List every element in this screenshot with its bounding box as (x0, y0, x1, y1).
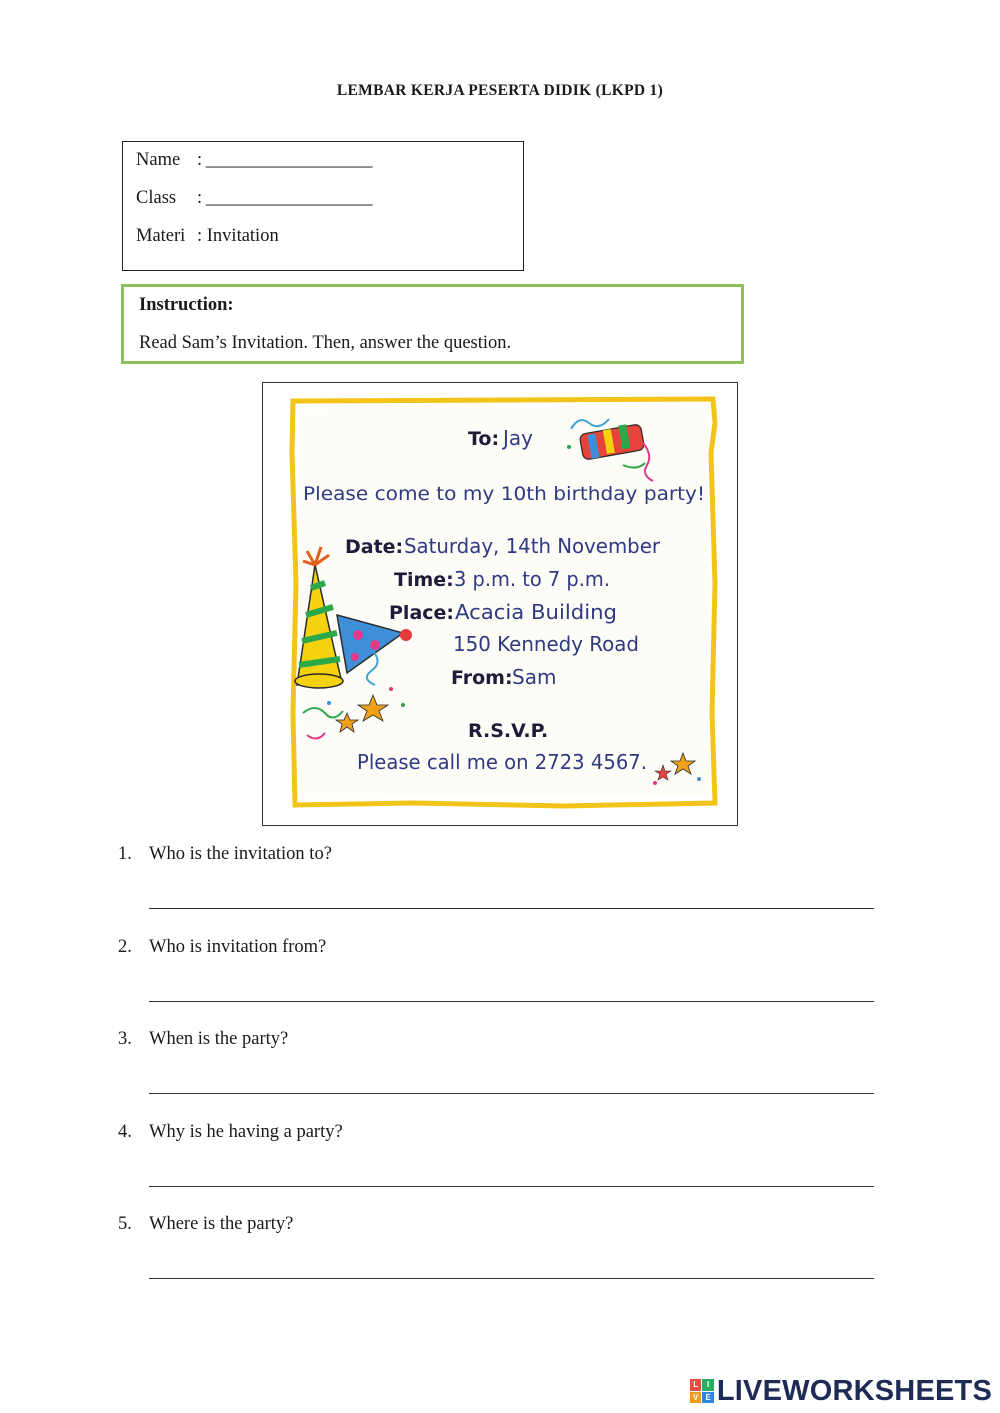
invitation-headline: Please come to my 10th birthday party! (303, 483, 705, 505)
class-row (136, 188, 523, 226)
class-field[interactable]: : ___________________ (197, 188, 373, 208)
question-item (118, 844, 878, 937)
question-item (118, 937, 878, 1030)
date-label: Date: (345, 536, 404, 558)
invitation-card (262, 382, 738, 826)
question-item (118, 1029, 878, 1122)
instruction-heading: Instruction: (139, 295, 234, 315)
question-text: Why is he having a party? (149, 1121, 343, 1142)
instruction-text: Read Sam’s Invitation. Then, answer the question. (139, 333, 512, 353)
question-text: Who is the invitation to? (149, 844, 332, 864)
answer-line[interactable] (149, 1278, 874, 1279)
liveworksheets-logo-icon: L I V E (690, 1379, 714, 1403)
question-text: Where is the party? (149, 1214, 294, 1234)
liveworksheets-brand[interactable] (690, 1375, 992, 1407)
invitation-illustration (263, 383, 737, 825)
student-info-box (122, 141, 524, 271)
place-label: Place: (389, 602, 455, 624)
place-line-1: Acacia Building (455, 600, 617, 624)
question-number: 5. (118, 1214, 132, 1234)
class-label: Class (136, 188, 177, 208)
time-value: 3 p.m. to 7 p.m. (454, 567, 610, 591)
question-number: 1. (118, 844, 132, 864)
brand-text: LIVEWORKSHEETS (716, 1374, 992, 1407)
answer-line[interactable] (149, 1001, 874, 1002)
question-text: Who is invitation from? (149, 936, 327, 957)
answer-line[interactable] (149, 1186, 874, 1187)
question-item (118, 1214, 878, 1307)
to-label: To: (468, 428, 500, 450)
time-label: Time: (394, 569, 454, 591)
answer-line[interactable] (149, 1093, 874, 1094)
to-value: Jay (503, 426, 533, 450)
question-item (118, 1122, 878, 1215)
materi-value: : Invitation (197, 226, 279, 246)
name-field[interactable]: : ___________________ (197, 150, 373, 170)
from-value: Sam (512, 665, 557, 689)
answer-line[interactable] (149, 908, 874, 909)
date-value: Saturday, 14th November (404, 534, 661, 558)
question-number: 3. (118, 1029, 132, 1049)
question-list (118, 844, 878, 1307)
place-line-2: 150 Kennedy Road (453, 632, 639, 656)
rsvp-text: Please call me on 2723 4567. (357, 750, 647, 774)
name-label: Name (136, 150, 181, 170)
materi-row (136, 226, 523, 264)
rsvp-label: R.S.V.P. (468, 720, 549, 742)
page-title: LEMBAR KERJA PESERTA DIDIK (LKPD 1) (336, 82, 664, 99)
question-number: 2. (118, 936, 132, 957)
materi-label: Materi (136, 226, 186, 246)
name-row (136, 150, 523, 188)
question-text: When is the party? (149, 1029, 289, 1049)
from-label: From: (451, 667, 513, 689)
instruction-box (121, 284, 744, 364)
question-number: 4. (118, 1121, 132, 1142)
